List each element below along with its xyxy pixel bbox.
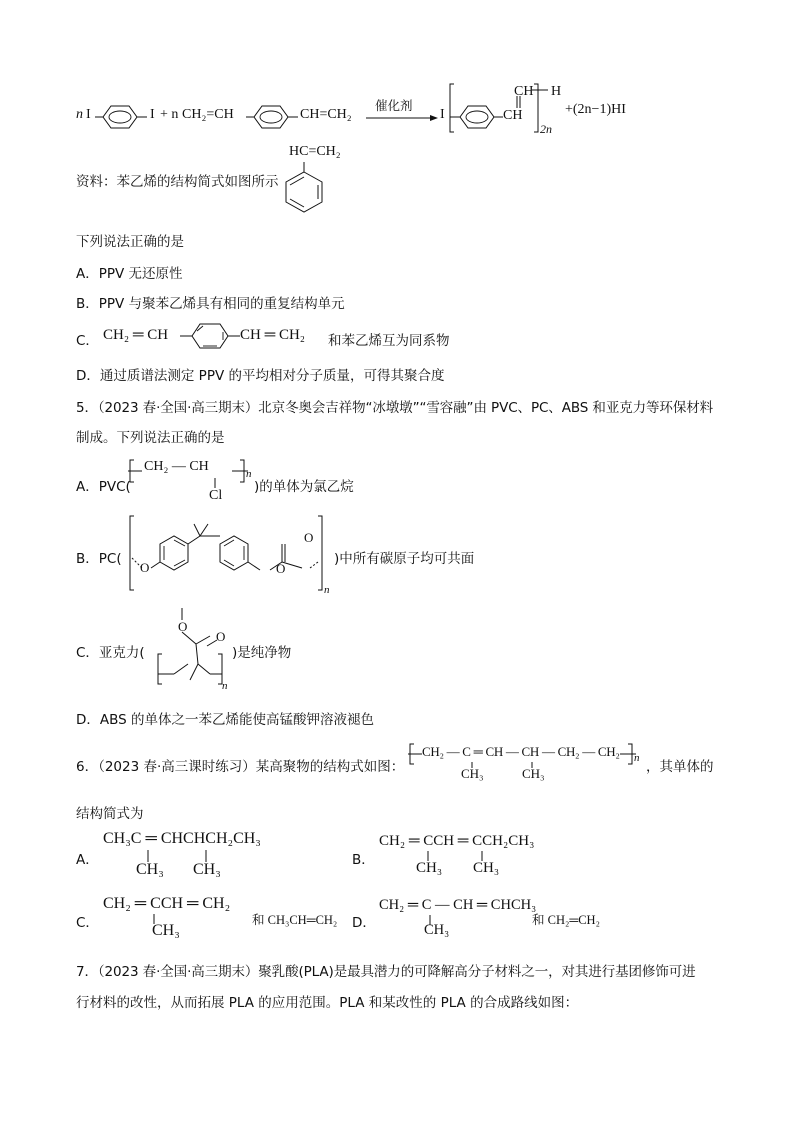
q5-stem-line1: 5．（2023 春·全国·高三期末）北京冬奥会吉祥物“冰墩墩”“雪容融”由 PVC、PC、ABS 和亚克力等环保材料 [76,400,714,416]
q4-stem: 下列说法正确的是 [76,234,184,250]
q6-option-b-methyl-1: CH₃ [416,860,443,876]
q5-option-c-text: )是纯净物 [232,645,292,661]
q6-stem: 6．（2023 春·高三课时练习）某高聚物的结构式如图： [76,759,405,775]
q6-option-d-coproduct: 和 CH₂═CH₂ [532,913,600,927]
product-ch-bottom: CH [503,108,523,123]
q5-option-a-text: )的单体为氯乙烷 [254,479,354,495]
vinyl-right: CH=CH₂ [300,107,352,122]
q6-methyl-1: CH₃ [461,766,484,781]
coefficient-n: n [76,107,83,122]
q4-option-c-label: C． [76,333,99,349]
q4-option-d: D．通过质谱法测定 PPV 的平均相对分子质量，可得其聚合度 [76,368,445,384]
q6-stem-end: ，其单体的 [646,759,714,775]
q4-option-a: A．PPV 无还原性 [76,266,183,282]
q6-option-a-methyl-2: CH₃ [193,861,221,878]
q7-stem-line2: 行材料的改性，从而拓展 PLA 的应用范围。PLA 和某改性的 PLA 的合成路线如图： [76,995,579,1011]
catalyst-label: 催化剂 [375,98,413,113]
styrene-vinyl: HC=CH₂ [289,144,341,159]
q5-option-c-label: C．亚克力( [76,645,145,661]
vinyl-left: CH₂=CH [182,107,234,122]
q6-option-c-coproduct: 和 CH₃CH═CH₂ [252,913,338,927]
q4-option-c-right: CH ═ CH₂ [240,327,306,343]
q6-subscript: n [634,752,640,764]
q6-stem-line2: 结构简式为 [76,806,144,822]
benzene-ring-1 [95,104,155,130]
byproduct-hi: +(2n−1)HI [565,102,626,117]
q6-option-a-formula: CH₃C ═ CHCHCH₂CH₃ [103,830,261,847]
acrylic-oxygen-carbonyl: O [216,629,226,644]
pvc-chlorine: Cl [209,488,223,503]
q6-methyl-2: CH₃ [522,766,545,781]
q4-option-c-text: 和苯乙烯互为同系物 [328,333,450,349]
pc-subscript: n [324,584,330,596]
acrylic-oxygen-ether: O [178,619,188,634]
q6-option-c-label: C． [76,915,99,931]
q6-option-c-formula: CH₂ ═ CCH ═ CH₂ [103,895,231,912]
q5-stem-line2: 制成。下列说法正确的是 [76,430,225,446]
product-h: H [551,84,562,99]
q6-polymer-formula: CH₂ — C ═ CH — CH — CH₂ — CH₂ [422,744,620,759]
q7-stem-line1: 7．（2023 春·全国·高三期末）聚乳酸(PLA)是最具潜力的可降解高分子材料之一，对其进行基团修饰可进 [76,964,696,980]
pc-structure [124,510,334,596]
product-ch-top: CH [514,84,534,99]
pvc-formula: CH₂ — CH [144,459,209,474]
pc-oxygen-carbonyl: O [304,530,314,545]
product-subscript: 2n [540,122,552,136]
q6-option-b-formula: CH₂ ═ CCH ═ CCH₂CH₃ [379,833,535,849]
iodine-right: I [150,107,155,122]
q6-option-a-label: A． [76,852,99,868]
pc-oxygen-left: O [140,560,150,575]
q6-option-a-methyl-1: CH₃ [136,861,164,878]
q4-option-b: B．PPV 与聚苯乙烯具有相同的重复结构单元 [76,296,345,312]
styrene-structure [284,160,334,216]
q6-option-d-methyl: CH₃ [424,922,450,938]
note-text: 资料：苯乙烯的结构简式如图所示 [76,174,279,190]
benzene-ring-2 [246,104,306,130]
product-iodine: I [440,107,445,122]
q6-option-c-methyl: CH₃ [152,922,180,939]
q5-option-b-text: )中所有碳原子均可共面 [334,551,475,567]
q5-option-b-label: B．PC( [76,551,122,567]
q4-option-c-left: CH₂ ═ CH [103,327,169,343]
q5-option-d: D．ABS 的单体之一苯乙烯能使高锰酸钾溶液褪色 [76,712,375,728]
plus-n: + n [160,107,179,122]
q6-option-d-formula: CH₂ ═ C — CH ═ CHCH₃ [379,897,537,913]
pc-oxygen-ester: O [276,561,286,576]
q6-option-b-methyl-2: CH₃ [473,860,500,876]
acrylic-subscript: n [222,680,228,692]
pvc-subscript: n [246,468,252,480]
iodine-left: I [86,107,91,122]
reaction-arrow [366,114,438,122]
q6-option-d-label: D． [352,915,376,931]
q6-option-b-label: B． [352,852,375,868]
q5-option-a-label: A．PVC( [76,479,131,495]
